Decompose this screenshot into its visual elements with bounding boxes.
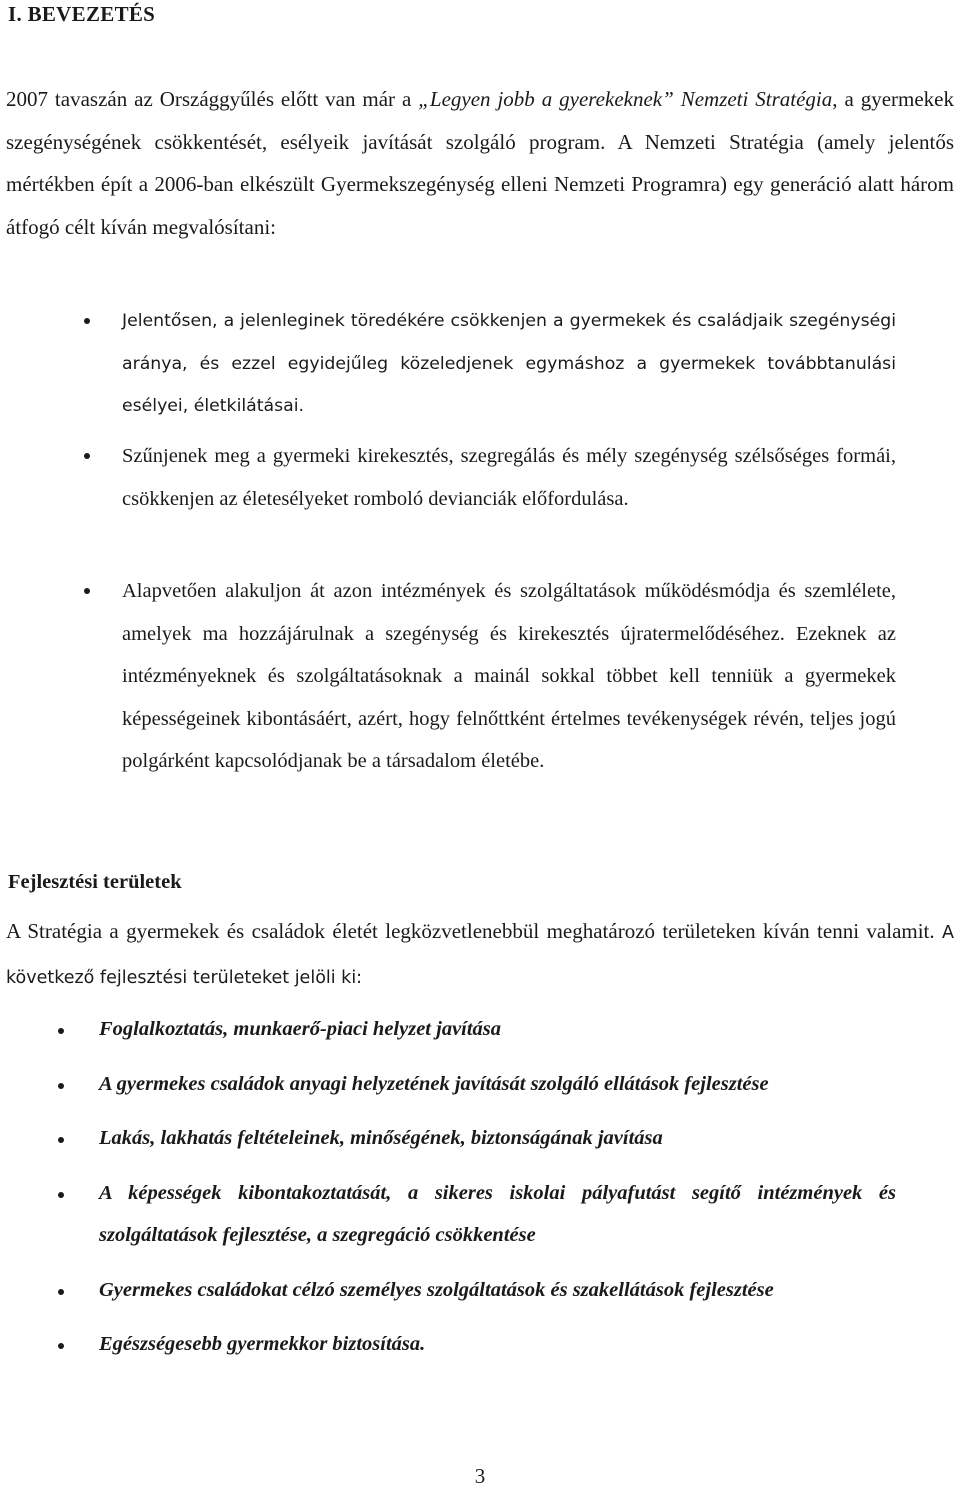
intro-text-part1: 2007 tavaszán az Országgyűlés előtt van már a <box>6 87 419 111</box>
bullet-icon <box>84 453 90 459</box>
strategy-title: „Legyen jobb a gyerekeknek” Nemzeti Stratégia <box>418 87 833 111</box>
area-item <box>56 1117 896 1160</box>
section-title: Fejlesztési területek <box>8 871 182 893</box>
goal-item <box>86 435 896 570</box>
bullet-icon <box>58 1028 64 1034</box>
bullet-icon <box>84 318 90 324</box>
intro-text-part2: , a gyermekek szegénységének csökkentését, esélyeik javítását szolgáló program. A Nemzeti Stratégia (amely jelentős mértékben épít a 2006-ban elkészült Gyermekszegénység elleni Nemzeti Programra) egy generáció alatt három átfogó célt kíván megvalósítani: <box>6 87 954 239</box>
goals-list <box>86 300 896 783</box>
page-number: 3 <box>474 1464 486 1488</box>
section-text-1: A Stratégia a gyermekek és családok életét legközvetlenebbül meghatározó területeken kíván tenni valamit. <box>6 919 943 943</box>
area-text: Lakás, lakhatás feltételeinek, minőségének, biztonságának javítása <box>99 1127 663 1149</box>
goal-text: Alapvetően alakuljon át azon intézmények és szolgáltatások működésmódja és szemlélete, amelyek ma hozzájárulnak a szegénység és kirekesztés újratermelődéséhez. Ezeknek az intézményeknek és szolgáltatásoknak a mainál sokkal többet kell tenniük a gyermekek képességeinek kibontásáért, azért, hogy felnőttként értelmes tevékenységek révén, teljes jogú polgárként kapcsolódjanak be a társadalom életébe. <box>122 580 896 772</box>
bullet-icon <box>58 1083 64 1089</box>
area-item <box>56 1063 896 1106</box>
area-text: A gyermekes családok anyagi helyzetének javítását szolgáló ellátások fejlesztése <box>99 1072 769 1095</box>
area-item <box>56 1323 896 1366</box>
bullet-icon <box>58 1343 64 1349</box>
area-item <box>56 1008 896 1051</box>
area-text: A képességek kibontakoztatását, a sikeres iskolai pályafutást segítő intézmények és szolgáltatások fejlesztése, a szegregáció csökkentése <box>99 1181 896 1246</box>
section-text-2: A következő fejlesztési területeket jelöli ki: <box>6 923 954 988</box>
area-item <box>56 1172 896 1257</box>
goal-text: Szűnjenek meg a gyermeki kirekesztés, szegregálás és mély szegénység szélsőséges formái, csökkenjen az életesélyeket romboló devianciák előfordulása. <box>122 445 896 510</box>
goal-item <box>86 300 896 427</box>
goal-item <box>86 570 896 783</box>
section-paragraph <box>6 910 954 999</box>
area-text: Egészségesebb gyermekkor biztosítása. <box>99 1333 426 1355</box>
goal-text: Jelentősen, a jelenleginek töredékére csökkenjen a gyermekek és családjaik szegénységi aránya, és ezzel egyidejűleg közeledjenek egymáshoz a gyermekek továbbtanulási esélyei, életkilátásai. <box>122 311 896 416</box>
bullet-icon <box>58 1192 64 1198</box>
area-text: Foglalkoztatás, munkaerő-piaci helyzet javítása <box>99 1018 502 1040</box>
area-item <box>56 1269 896 1312</box>
area-text: Gyermekes családokat célzó személyes szolgáltatások és szakellátások fejlesztése <box>99 1278 774 1301</box>
chapter-heading: I. BEVEZETÉS <box>8 2 156 26</box>
bullet-icon <box>58 1289 64 1295</box>
bullet-icon <box>84 588 90 594</box>
intro-paragraph <box>6 78 954 248</box>
bullet-icon <box>58 1137 64 1143</box>
development-areas-list <box>56 1008 896 1366</box>
